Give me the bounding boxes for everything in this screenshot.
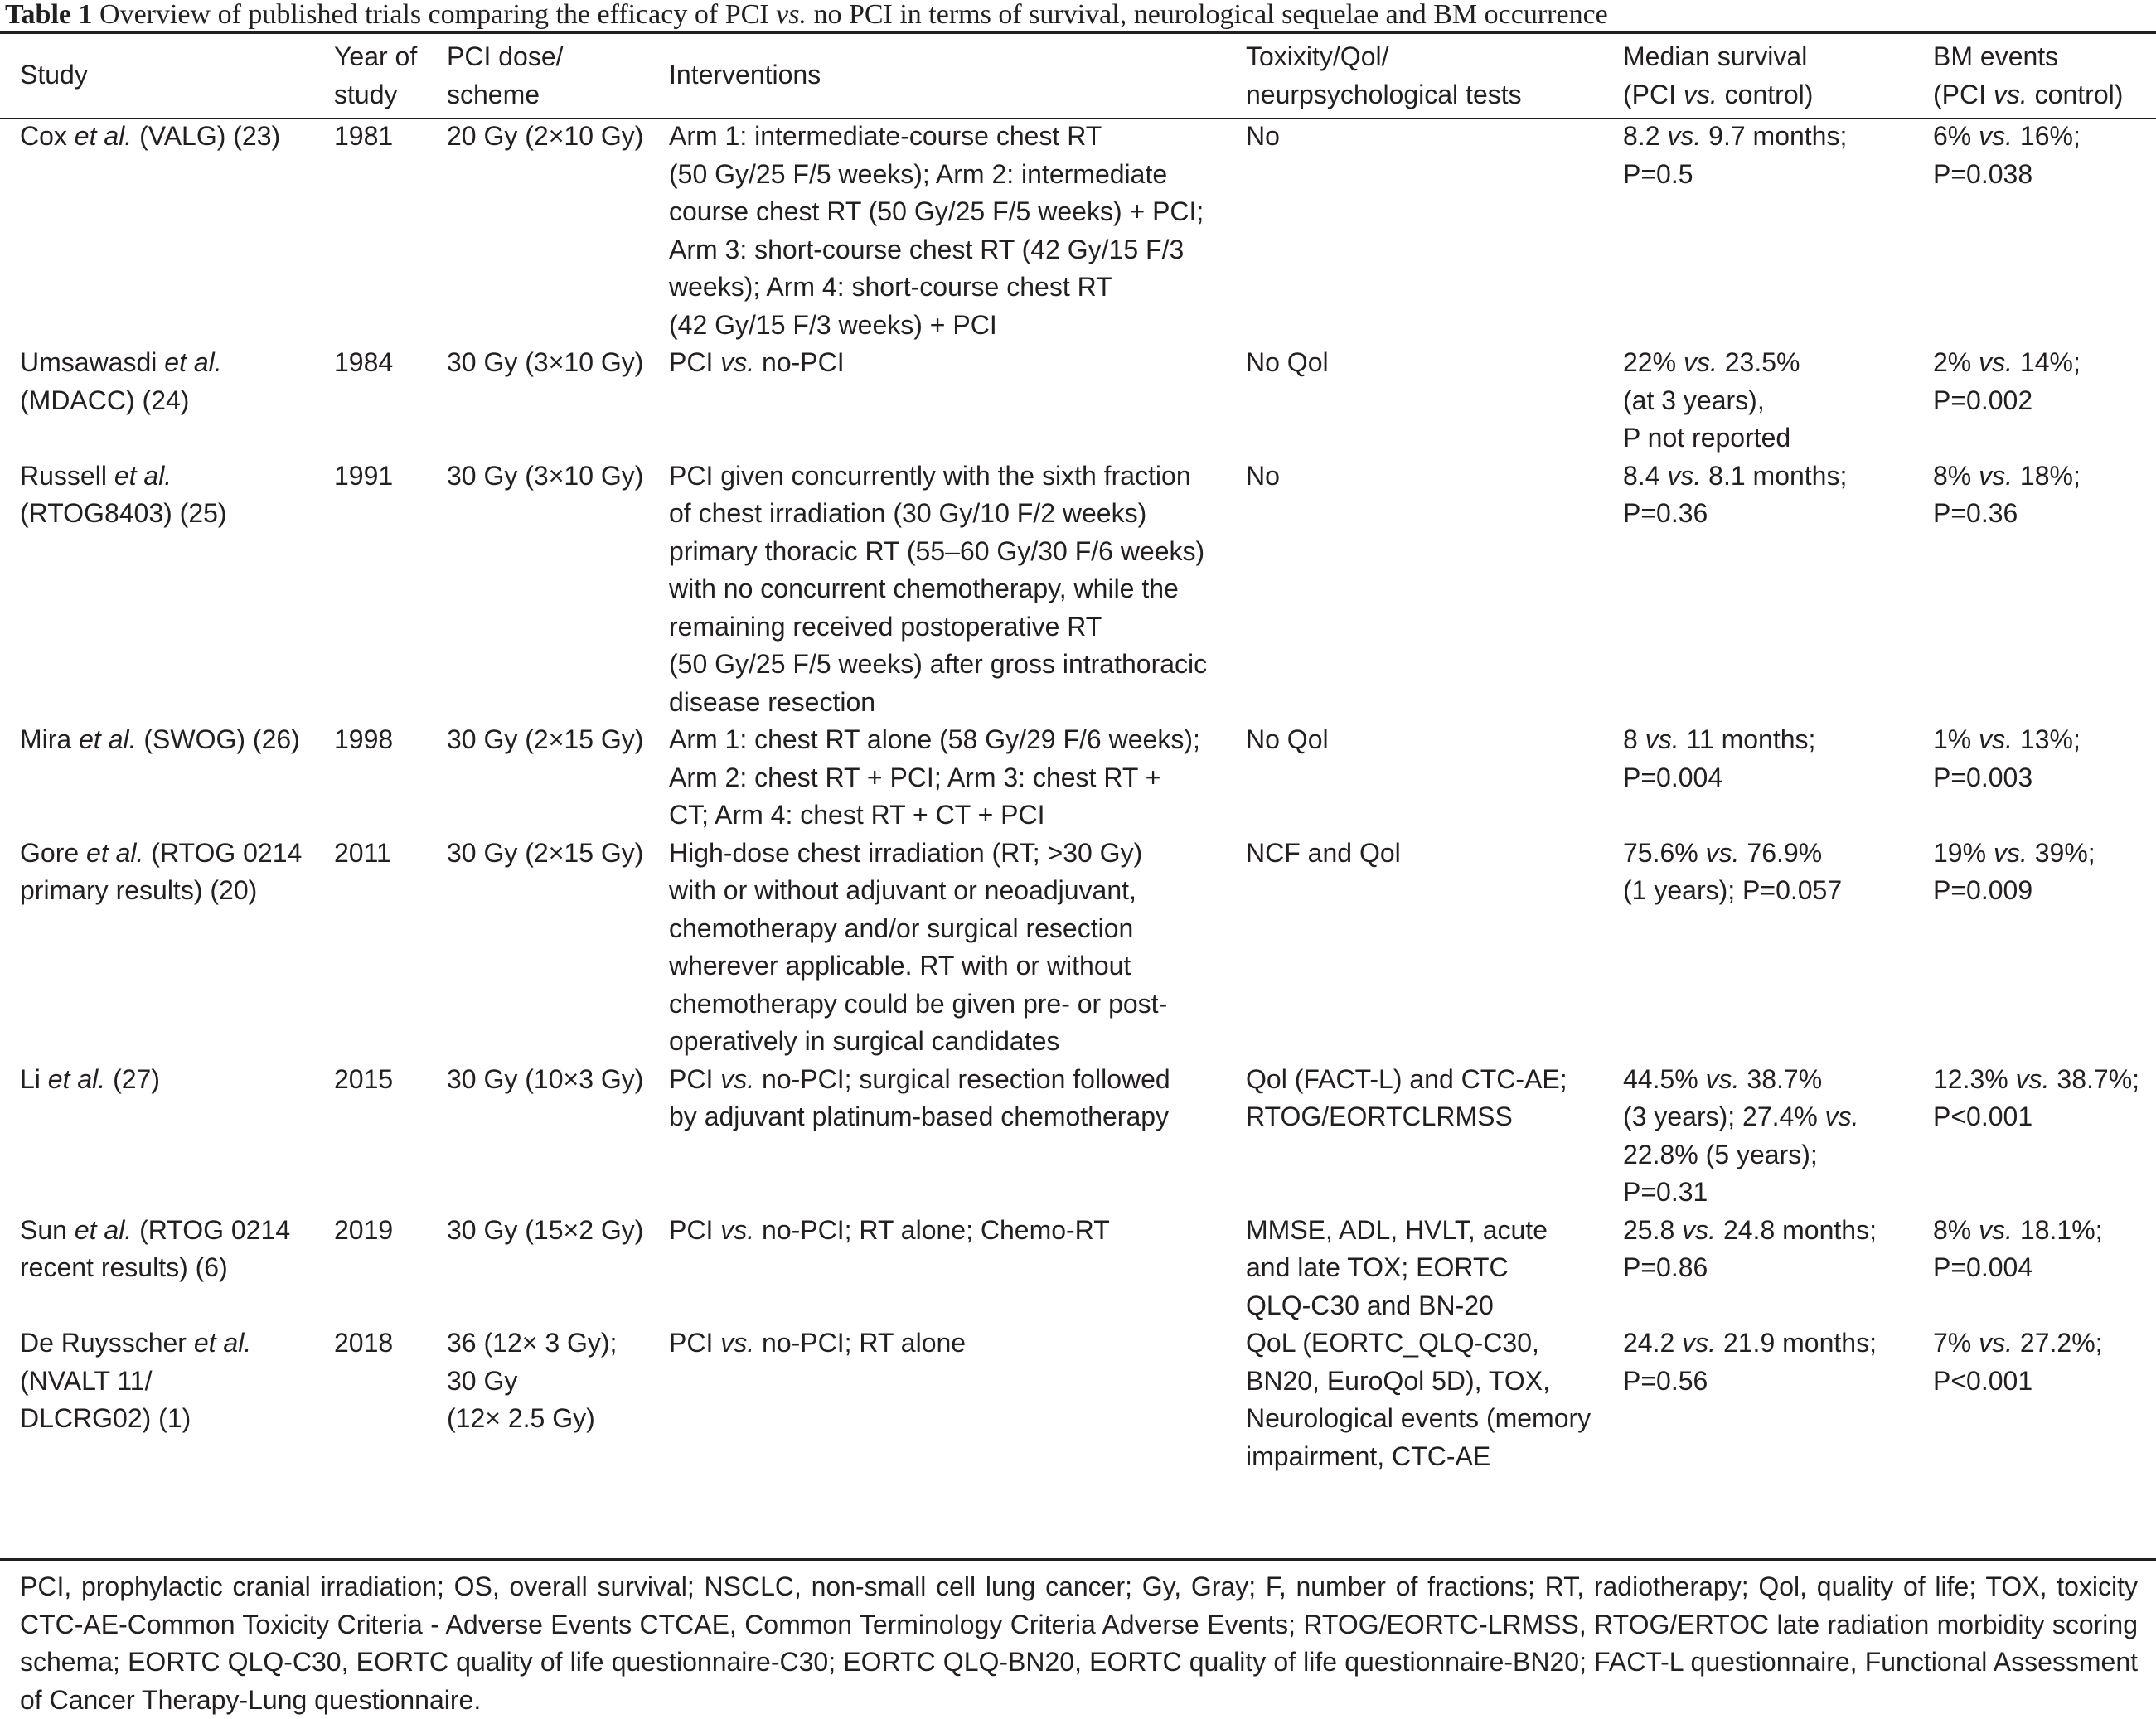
cell-median-survival: 44.5% vs. 38.7% (3 years); 27.4% vs. 22.8% (5 years); P=0.31 (1623, 1063, 1859, 1207)
cell-bm-events: 1% vs. 13%; P=0.003 (1933, 724, 2081, 792)
cell-interventions: Arm 1: chest RT alone (58 Gy/29 F/6 weeks); Arm 2: chest RT + PCI; Arm 3: chest RT + CT; Arm 4: chest RT + CT + PCI (669, 724, 1200, 830)
cell-year: 1984 (334, 347, 394, 377)
cell-study: Sun et al. (RTOG 0214 recent results) (6) (20, 1214, 291, 1282)
header-year: Year of study (334, 41, 418, 109)
cell-median-survival: 24.2 vs. 21.9 months; P=0.56 (1623, 1328, 1877, 1396)
table-body (0, 118, 2156, 1475)
cell-median-survival: 8.4 vs. 8.1 months; P=0.36 (1623, 460, 1848, 528)
cell-toxicity: No (1246, 460, 1280, 491)
caption-text-end: no PCI in terms of survival, neurological sequelae and BM occurrence (806, 0, 1608, 30)
table-row (0, 721, 2156, 835)
cell-year: 2011 (334, 837, 391, 868)
header-toxicity: Toxixity/Qol/ neurpsychological tests (1246, 41, 1522, 109)
cell-study: Umsawasdi et al. (MDACC) (24) (20, 347, 222, 415)
cell-bm-events: 19% vs. 39%; P=0.009 (1933, 837, 2095, 905)
cell-year: 1991 (334, 460, 394, 491)
cell-bm-events: 12.3% vs. 38.7%; P<0.001 (1933, 1063, 2140, 1131)
cell-toxicity: Qol (FACT-L) and CTC-AE; RTOG/EORTCLRMSS (1246, 1063, 1567, 1131)
cell-year: 2015 (334, 1063, 394, 1094)
cell-bm-events: 8% vs. 18%; P=0.36 (1933, 460, 2081, 528)
cell-median-survival: 8.2 vs. 9.7 months; P=0.5 (1623, 121, 1848, 189)
table-row (0, 1324, 2156, 1475)
cell-bm-events: 6% vs. 16%; P=0.038 (1933, 121, 2081, 189)
header-study: Study (20, 60, 88, 90)
cell-dose: 30 Gy (3×10 Gy) (447, 347, 644, 377)
header-interventions: Interventions (669, 60, 821, 90)
cell-toxicity: MMSE, ADL, HVLT, acute and late TOX; EORTC QLQ-C30 and BN-20 (1246, 1214, 1548, 1320)
cell-year: 1981 (334, 121, 394, 151)
cell-study: Cox et al. (VALG) (23) (20, 121, 281, 151)
cell-study: Russell et al. (RTOG8403) (25) (20, 460, 227, 528)
cell-dose: 30 Gy (10×3 Gy) (447, 1063, 644, 1094)
table-footnote: PCI, prophylactic cranial irradiation; OS, overall survival; NSCLC, non-small cell lung cancer; Gy, Gray; F, number of fractions; RT, radiotherapy; Qol, quality of life; TOX, toxicity CTC-AE-Common Toxicity Criteria - Adverse Events CTCAE, Common Terminology Criteria Adverse Events; RTOG/EORTC-LRMSS, RTOG/ERTOC late radiation morbidity scoring schema; EORTC QLQ-C30, EORTC quality of life questionnaire-C30; EORTC QLQ-BN20, EORTC quality of life questionnaire-BN20; FACT-L questionnaire, Functional Assessment of Cancer Therapy-Lung questionnaire. (20, 1571, 2138, 1715)
cell-interventions: High-dose chest irradiation (RT; >30 Gy) with or without adjuvant or neoadjuvant, chemotherapy and/or surgical resection wherever applicable. RT with or without chemotherapy could be given pre- or post- operatively in surgical candidates (669, 837, 1168, 1056)
cell-interventions: PCI vs. no-PCI; RT alone; Chemo-RT (669, 1214, 1110, 1245)
cell-toxicity: QoL (EORTC_QLQ-C30, BN20, EuroQol 5D), TOX, Neurological events (memory impairment, CTC-AE (1246, 1328, 1592, 1471)
cell-bm-events: 2% vs. 14%; P=0.002 (1933, 347, 2081, 415)
cell-study: Li et al. (27) (20, 1063, 160, 1094)
cell-dose: 20 Gy (2×10 Gy) (447, 121, 644, 151)
cell-dose: 30 Gy (15×2 Gy) (447, 1214, 644, 1245)
table-row (0, 835, 2156, 1061)
table-row (0, 1061, 2156, 1212)
header-median-survival: Median survival (PCI vs. control) (1623, 41, 1814, 109)
cell-toxicity: No Qol (1246, 724, 1329, 754)
cell-year: 1998 (334, 724, 394, 754)
caption-text: Overview of published trials comparing the efficacy of PCI (92, 0, 777, 30)
cell-dose: 30 Gy (2×15 Gy) (447, 837, 644, 868)
caption-vs: vs. (776, 0, 807, 30)
cell-study: De Ruysscher et al. (NVALT 11/ DLCRG02) (1) (20, 1328, 252, 1433)
cell-toxicity: No (1246, 121, 1280, 151)
cell-dose: 30 Gy (3×10 Gy) (447, 460, 644, 491)
cell-year: 2018 (334, 1328, 394, 1358)
table-bottom-rule (0, 1558, 2156, 1561)
cell-interventions: PCI vs. no-PCI (669, 347, 845, 377)
table-row (0, 458, 2156, 722)
cell-median-survival: 25.8 vs. 24.8 months; P=0.86 (1623, 1214, 1877, 1282)
cell-toxicity: No Qol (1246, 347, 1329, 377)
cell-year: 2019 (334, 1214, 394, 1245)
cell-interventions: PCI vs. no-PCI; surgical resection followed by adjuvant platinum-based chemotherapy (669, 1063, 1170, 1131)
table-header-row (0, 38, 2156, 118)
table-label: Table 1 (5, 0, 93, 30)
table-row (0, 118, 2156, 344)
cell-interventions: PCI vs. no-PCI; RT alone (669, 1328, 967, 1358)
cell-study: Gore et al. (RTOG 0214 primary results) (20) (20, 837, 303, 905)
table-row (0, 1212, 2156, 1325)
table-row (0, 344, 2156, 458)
table-top-rule (0, 31, 2156, 34)
cell-study: Mira et al. (SWOG) (26) (20, 724, 300, 754)
cell-median-survival: 75.6% vs. 76.9% (1 years); P=0.057 (1623, 837, 1843, 905)
cell-interventions: PCI given concurrently with the sixth fraction of chest irradiation (30 Gy/10 F/2 weeks) primary thoracic RT (55–60 Gy/30 F/6 weeks) with no concurrent chemotherapy, while the remaining received postoperative RT (50 Gy/25 F/5 weeks) after gross intrathoracic disease resection (669, 460, 1208, 717)
cell-toxicity: NCF and Qol (1246, 837, 1401, 868)
cell-interventions: Arm 1: intermediate-course chest RT (50 Gy/25 F/5 weeks); Arm 2: intermediate course chest RT (50 Gy/25 F/5 weeks) + PCI; Arm 3: short-course chest RT (42 Gy/15 F/3 weeks); Arm 4: short-course chest RT (42 Gy/15 F/3 weeks) + PCI (669, 121, 1204, 340)
cell-median-survival: 8 vs. 11 months; P=0.004 (1623, 724, 1816, 792)
header-dose: PCI dose/ scheme (447, 41, 564, 109)
trials-table (0, 38, 2156, 1475)
cell-dose: 30 Gy (2×15 Gy) (447, 724, 644, 754)
table-caption (5, 0, 2152, 30)
cell-bm-events: 8% vs. 18.1%; P=0.004 (1933, 1214, 2103, 1282)
cell-median-survival: 22% vs. 23.5% (at 3 years), P not reported (1623, 347, 1800, 453)
header-bm-events: BM events (PCI vs. control) (1933, 41, 2124, 109)
cell-dose: 36 (12× 3 Gy); 30 Gy (12× 2.5 Gy) (447, 1328, 618, 1433)
cell-bm-events: 7% vs. 27.2%; P<0.001 (1933, 1328, 2103, 1396)
